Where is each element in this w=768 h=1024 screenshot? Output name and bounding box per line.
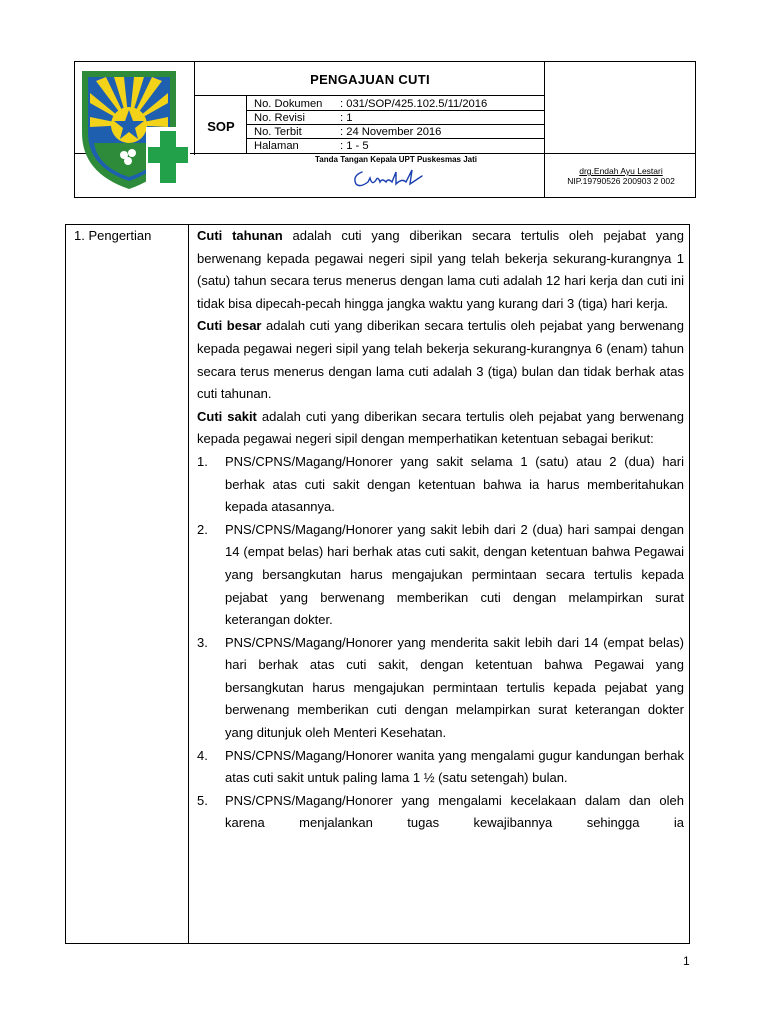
- signer-nip: NIP.19790526 200903 2 002: [567, 176, 675, 186]
- list-text: PNS/CPNS/Magang/Honorer wanita yang mengalami gugur kandungan berhak atas cuti sakit untuk paling lama 1 ½ (satu setengah) bulan.: [225, 747, 684, 786]
- meta-value: : 24 November 2016: [340, 126, 442, 138]
- column-divider: [188, 225, 189, 943]
- paragraph-cuti-sakit: [197, 406, 684, 451]
- term: Cuti tahunan: [197, 228, 283, 243]
- puskesmas-logo: [76, 63, 194, 195]
- content-table: [65, 224, 690, 944]
- document-title: PENGAJUAN CUTI: [310, 71, 430, 87]
- list-text: PNS/CPNS/Magang/Honorer yang sakit selama 1 (satu) atau 2 (dua) hari berhak atas cuti sakit dengan ketentuan bahwa ia harus memberitahukan kepada atasannya.: [225, 453, 684, 515]
- definition: adalah cuti yang diberikan secara tertulis oleh pejabat yang berwenang kepada pegawai negeri sipil yang telah bekerja sekurang-kurangnya 1 (satu) tahun secara terus menerus dengan lama cuti adalah 12 hari kerja dan cuti ini tidak bisa dipecah-pecah hingga jangka waktu yang kurang dari 3 (tiga) hari kerja.: [197, 228, 685, 311]
- handwritten-signature: [350, 166, 430, 192]
- meta-key: Halaman: [254, 140, 299, 152]
- list-number: 4.: [197, 747, 208, 763]
- list-text: PNS/CPNS/Magang/Honorer yang menderita sakit lebih dari 14 (empat belas) hari berhak atas cuti sakit, dengan ketentuan bahwa Pegawai yang bersangkutan harus mengajukan permintaan tertulis kepada pejabat yang berwenang memberikan cuti dengan melampirkan surat keterangan dokter yang ditunjuk oleh Menteri Kesehatan.: [225, 634, 684, 741]
- list-item: [197, 451, 684, 519]
- list-number: 1.: [197, 453, 208, 469]
- meta-value: : 031/SOP/425.102.5/11/2016: [340, 98, 488, 110]
- meta-value: : 1: [340, 112, 353, 124]
- definition: adalah cuti yang diberikan secara tertulis oleh pejabat yang berwenang kepada pegawai negeri sipil yang telah bekerja sekurang-kurangnya 6 (enam) tahun secara terus menerus dengan lama cuti adalah 3 (tiga) bulan dan tidak berhak atas cuti tahunan.: [197, 318, 684, 402]
- meta-row-issued: [248, 125, 544, 139]
- list-number: 5.: [197, 792, 208, 808]
- term: Cuti besar: [197, 318, 262, 334]
- meta-row-revision: [248, 111, 544, 125]
- meta-value: : 1 - 5: [340, 140, 369, 152]
- meta-key: No. Terbit: [254, 126, 302, 138]
- list-text: PNS/CPNS/Magang/Honorer yang sakit lebih dari 2 (dua) hari sampai dengan 14 (empat belas) hari berhak atas cuti sakit, dengan ketentuan bahwa Pegawai yang bersangkutan harus mengajukan permintaan secara tertulis kepada pejabat yang berwenang memberikan cuti dengan melampirkan surat keterangan dokter.: [225, 521, 684, 628]
- sop-label: SOP: [207, 118, 235, 134]
- list-item: [197, 519, 684, 632]
- definition: adalah cuti yang diberikan secara tertulis oleh pejabat yang berwenang kepada pegawai negeri sipil dengan memperhatikan ketentuan sebagai berikut:: [197, 408, 684, 447]
- meta-key: No. Revisi: [254, 112, 305, 124]
- list-item: [197, 745, 684, 790]
- page-number: 1: [683, 954, 690, 968]
- list-number: 3.: [197, 634, 208, 650]
- meta-row-pages: [248, 139, 544, 153]
- list-item: [197, 790, 684, 835]
- list-text: PNS/CPNS/Magang/Honorer yang mengalami kecelakaan dalam dan oleh karena menjalankan tugas kewajibannya sehingga ia: [225, 792, 684, 831]
- paragraph-cuti-besar: [197, 315, 684, 405]
- meta-row-doc-number: [248, 97, 544, 111]
- term: Cuti sakit: [197, 408, 257, 424]
- list-number: 2.: [197, 521, 208, 537]
- meta-key: No. Dokumen: [254, 98, 323, 110]
- signer-name: drg.Endah Ayu Lestari: [579, 166, 663, 176]
- section-body: [197, 225, 684, 835]
- section-label: 1. Pengertian: [74, 228, 152, 243]
- signature-caption: Tanda Tangan Kepala UPT Puskesmas Jati: [315, 155, 477, 164]
- paragraph-cuti-tahunan: [197, 225, 684, 315]
- list-item: [197, 632, 684, 745]
